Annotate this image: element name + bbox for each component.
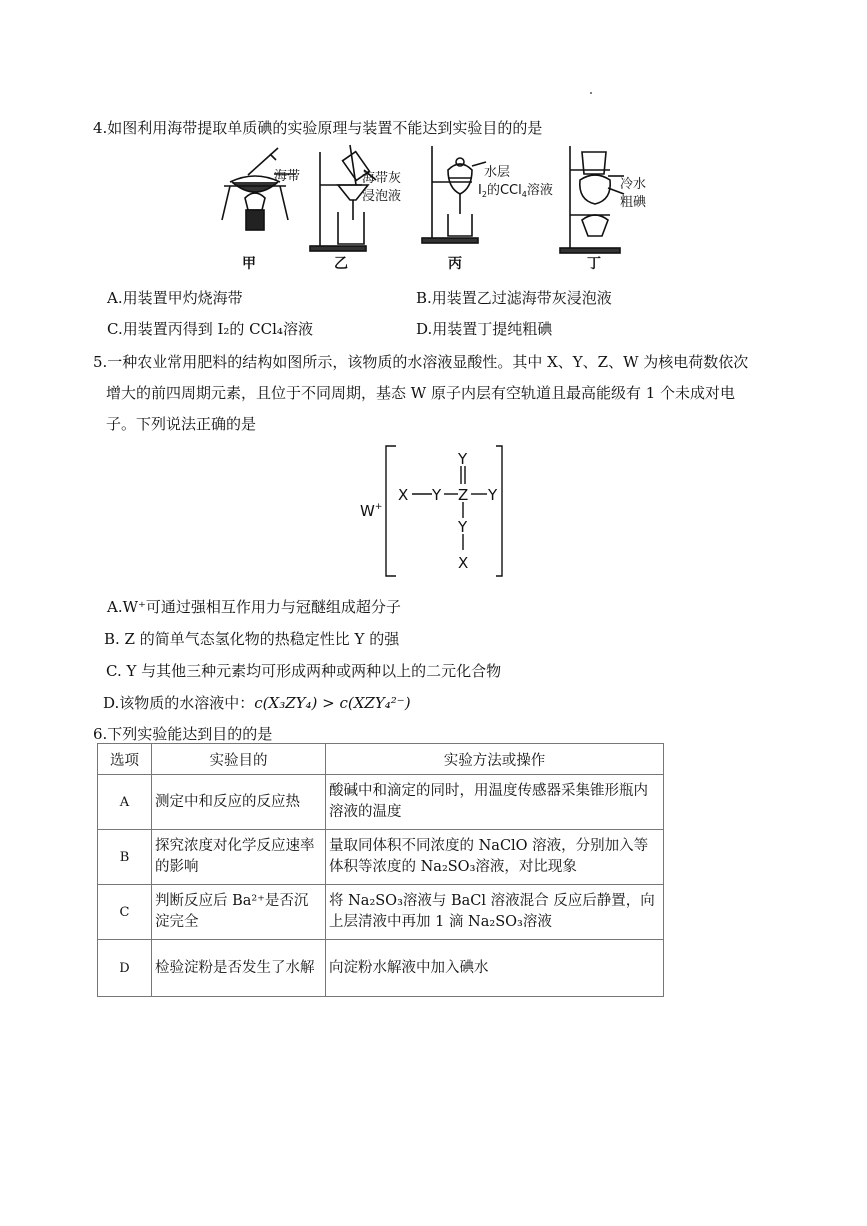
label-seaweed: 海带 <box>274 169 301 184</box>
label-jia: 甲 <box>242 256 256 272</box>
q4-option-b: B.用装置乙过滤海带灰浸泡液 <box>416 289 612 307</box>
q5-stem-line2: 增大的前四周期元素，且位于不同周期，基态 W 原子内层有空轨道且最高能级有 1 个未成对电 <box>106 384 736 402</box>
q4-option-a: A.用装置甲灼烧海带 <box>107 289 243 307</box>
cell-method: 量取同体积不同浓度的 NaClO 溶液，分别加入等体积等浓度的 Na₂SO₃溶液，对比现象 <box>326 830 664 885</box>
q5-option-d-formula: c(X₃ZY₄) > c(XZY₄²⁻) <box>254 694 411 712</box>
cell-method: 将 Na₂SO₃溶液与 BaCl 溶液混合 反应后静置，向上层清液中再加 1 滴 Na₂SO₃溶液 <box>326 885 664 940</box>
cell-option: C <box>98 885 152 940</box>
cell-purpose: 检验淀粉是否发生了水解 <box>152 940 326 997</box>
label-yi: 乙 <box>334 256 348 272</box>
cell-purpose: 判断反应后 Ba²⁺是否沉淀完全 <box>152 885 326 940</box>
label-crude-iodine: 粗碘 <box>620 195 647 210</box>
q5-option-a: A.W⁺可通过强相互作用力与冠醚组成超分子 <box>107 598 401 616</box>
cell-purpose: 测定中和反应的反应热 <box>152 775 326 830</box>
cell-purpose: 探究浓度对化学反应速率的影响 <box>152 830 326 885</box>
table-row <box>98 885 664 940</box>
table-row <box>98 830 664 885</box>
apparatus-jia <box>222 148 296 230</box>
label-ash-line2: 浸泡液 <box>362 189 402 204</box>
label-ding: 丁 <box>587 256 601 272</box>
atom-x-bottom: X <box>458 554 469 572</box>
q5-option-c: C. Y 与其他三种元素均可形成两种或两种以上的二元化合物 <box>106 662 502 680</box>
q4-apparatus-figure <box>210 140 650 275</box>
q6-stem: 6.下列实验能达到目的的是 <box>93 725 273 743</box>
cell-method: 向淀粉水解液中加入碘水 <box>326 940 664 997</box>
q5-structure-figure <box>360 442 520 582</box>
apparatus-bing <box>422 146 486 243</box>
label-bing: 丙 <box>448 256 462 272</box>
cell-option: B <box>98 830 152 885</box>
atom-y-bottom: Y <box>458 518 468 536</box>
atom-y-top: Y <box>458 450 468 468</box>
atom-y-left: Y <box>432 486 442 504</box>
q5-stem-line3: 子。下列说法正确的是 <box>106 415 257 433</box>
label-ccl4: $I_2$的CCl$_4$溶液 <box>478 183 553 199</box>
apparatus-ding <box>560 146 624 253</box>
cell-option: A <box>98 775 152 830</box>
header-option: 选项 <box>98 744 152 775</box>
header-purpose: 实验目的 <box>152 744 326 775</box>
atom-y-right: Y <box>488 486 498 504</box>
cell-method: 酸碱中和滴定的同时，用温度传感器采集锥形瓶内溶液的温度 <box>326 775 664 830</box>
atom-x-left: X <box>398 486 409 504</box>
q5-option-b: B. Z 的简单气态氢化物的热稳定性比 Y 的强 <box>104 630 400 648</box>
cell-option: D <box>98 940 152 997</box>
header-method: 实验方法或操作 <box>326 744 664 775</box>
q6-table <box>97 743 664 997</box>
table-row <box>98 775 664 830</box>
cation-w: W+ <box>360 502 383 520</box>
q4-stem: 4.如图利用海带提取单质碘的实验原理与装置不能达到实验目的的是 <box>93 119 543 137</box>
q4-option-d: D.用装置丁提纯粗碘 <box>416 320 553 338</box>
label-ash-line1: 海带灰 <box>362 171 402 186</box>
label-cold-water: 冷水 <box>620 177 647 192</box>
q4-option-c: C.用装置丙得到 I₂的 CCl₄溶液 <box>107 320 313 338</box>
atom-z: Z <box>458 486 469 504</box>
label-water-layer: 水层 <box>484 165 511 180</box>
table-header-row <box>98 744 664 775</box>
q5-option-d: D.该物质的水溶液中：c(X₃ZY₄) > c(XZY₄²⁻) <box>103 694 411 712</box>
table-row <box>98 940 664 997</box>
stray-dot <box>590 92 592 94</box>
q5-stem-line1: 5.一种农业常用肥料的结构如图所示，该物质的水溶液显酸性。其中 X、Y、Z、W 为核电荷数依次 <box>93 353 749 371</box>
